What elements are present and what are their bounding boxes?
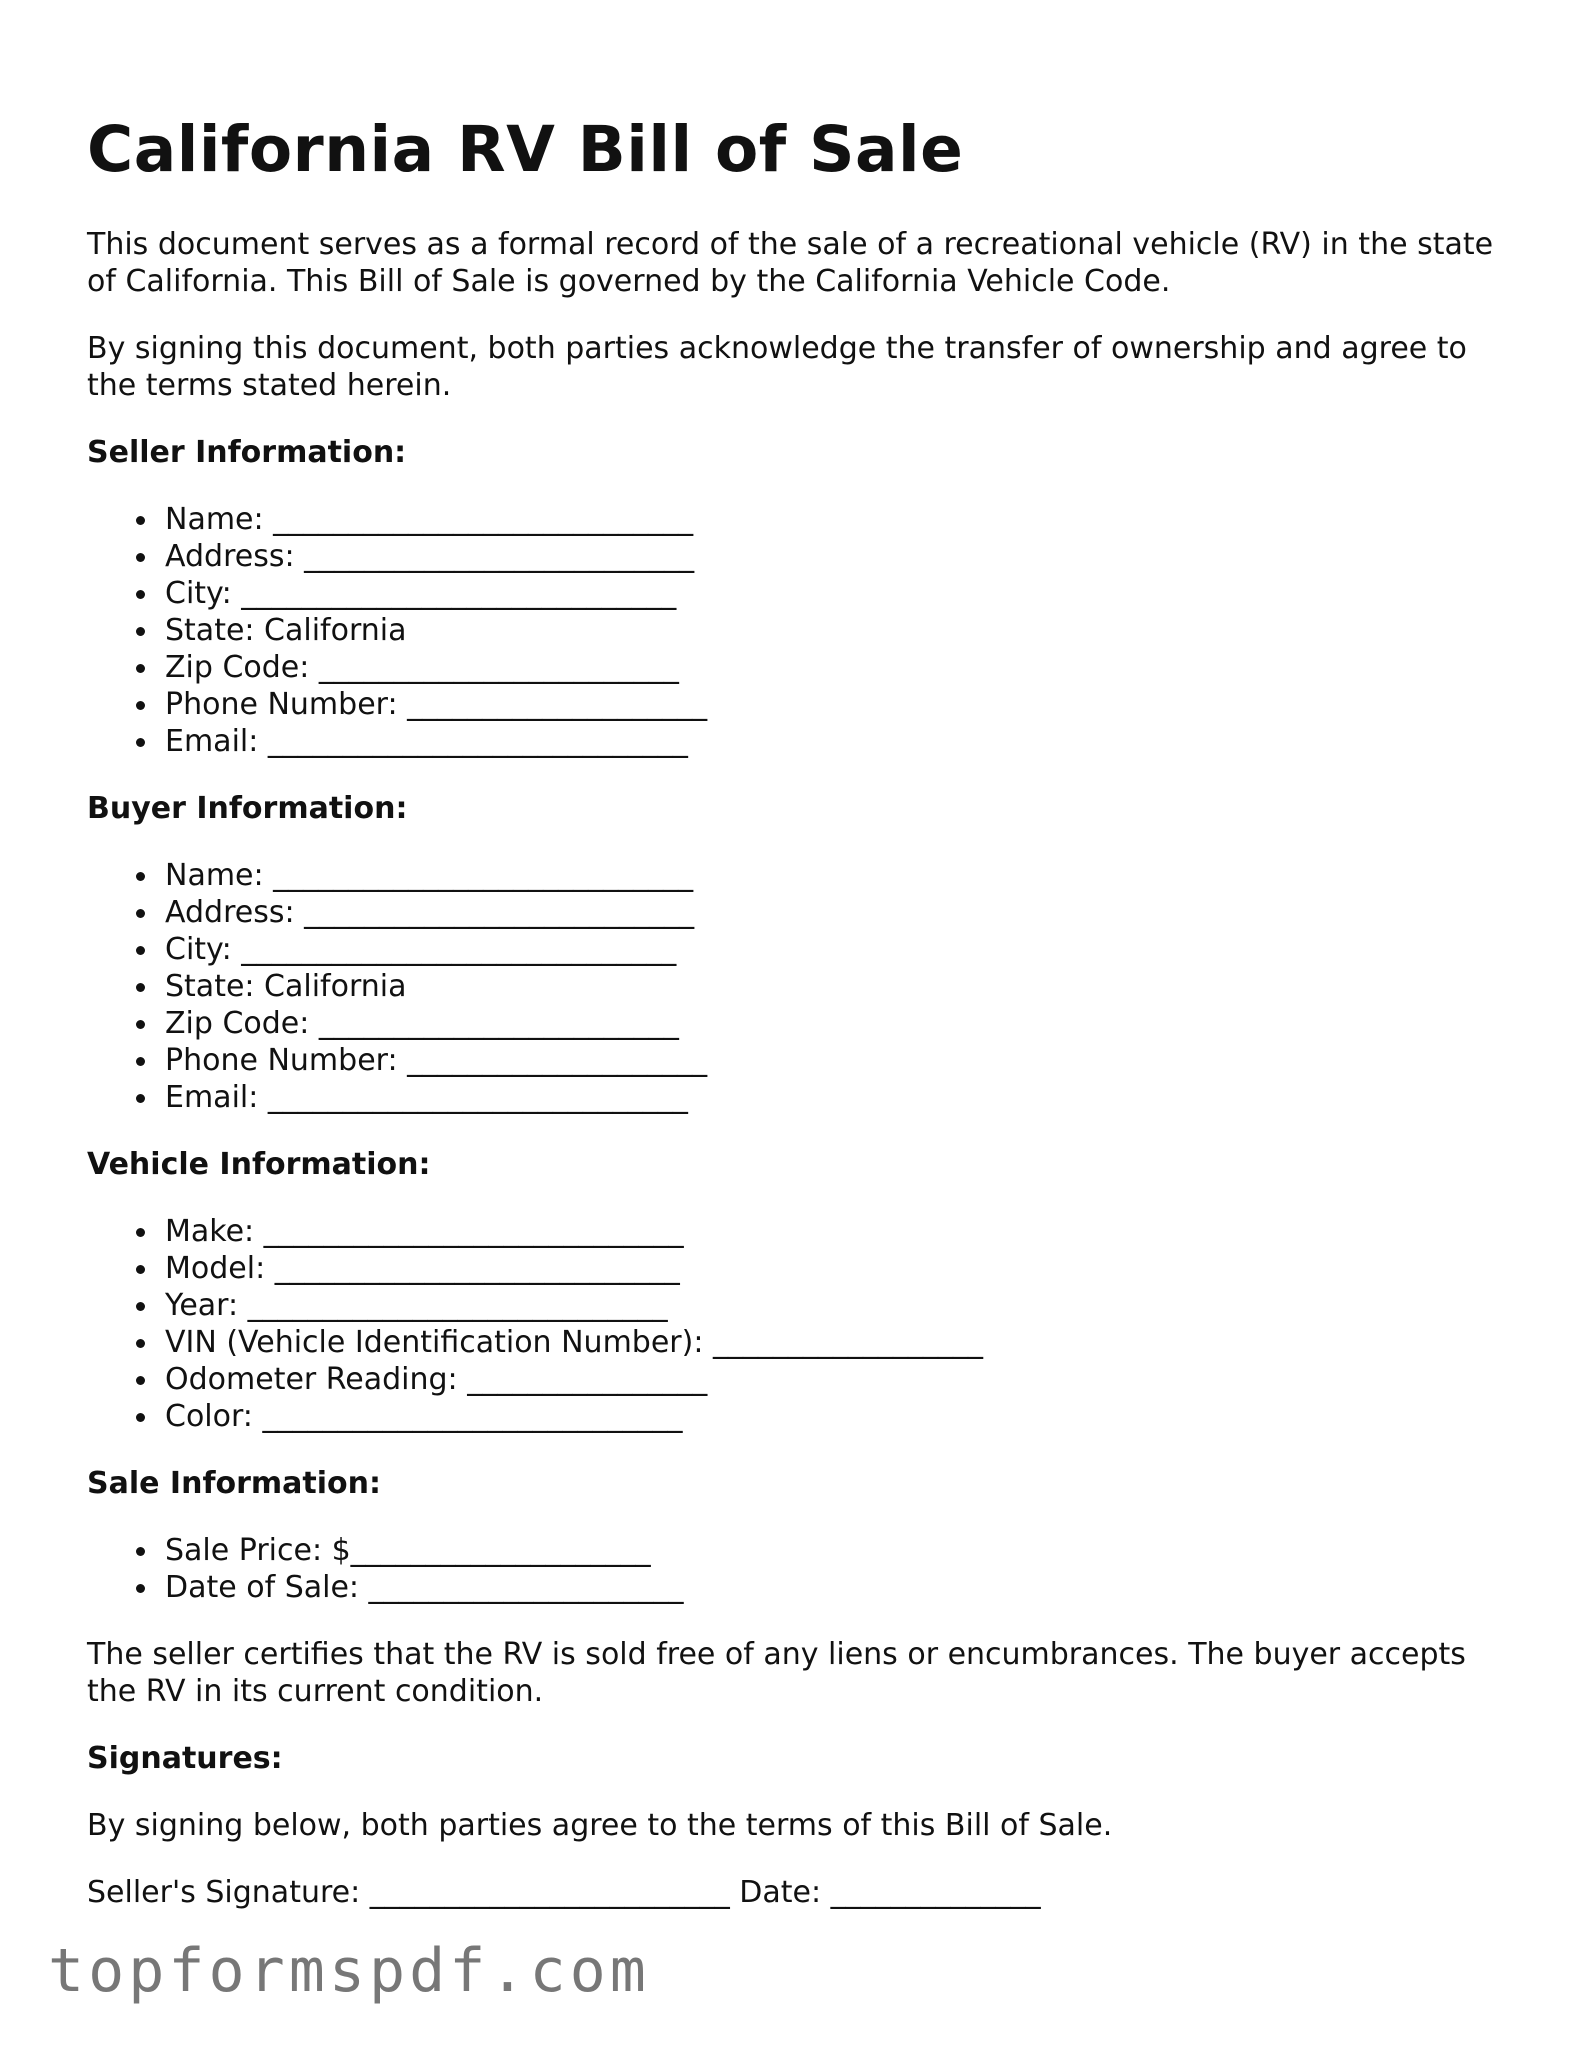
vehicle-model-field: Model: ___________________________ [165, 1250, 1507, 1287]
sale-section-heading: Sale Information: [87, 1466, 381, 1501]
seller-state-field: State: California [165, 612, 1507, 649]
vehicle-year-field: Year: ____________________________ [165, 1287, 1507, 1324]
signatures-statement: By signing below, both parties agree to the terms of this Bill of Sale. [87, 1808, 1113, 1843]
vehicle-color-field: Color: ____________________________ [165, 1398, 1507, 1435]
vehicle-section-heading: Vehicle Information: [87, 1147, 431, 1182]
document-page [87, 112, 1507, 1911]
vehicle-field-list [87, 1213, 1507, 1435]
buyer-city-field: City: _____________________________ [165, 931, 1507, 968]
vehicle-make-field: Make: ____________________________ [165, 1213, 1507, 1250]
buyer-email-field: Email: ____________________________ [165, 1079, 1507, 1116]
vehicle-vin-field: VIN (Vehicle Identification Number): __________________ [165, 1324, 1507, 1361]
buyer-zip-field: Zip Code: ________________________ [165, 1005, 1507, 1042]
sale-price-field: Sale Price: $____________________ [165, 1532, 1507, 1569]
certification-paragraph: The seller certifies that the RV is sold free of any liens or encumbrances. The buyer accepts the RV in its current condition. [87, 1637, 1466, 1709]
document-title: California RV Bill of Sale [87, 113, 964, 186]
vehicle-odometer-field: Odometer Reading: ________________ [165, 1361, 1507, 1398]
sale-date-field: Date of Sale: _____________________ [165, 1569, 1507, 1606]
signatures-section-heading: Signatures: [87, 1741, 283, 1776]
seller-name-field: Name: ____________________________ [165, 501, 1507, 538]
buyer-state-field: State: California [165, 968, 1507, 1005]
sale-field-list [87, 1532, 1507, 1606]
seller-field-list [87, 501, 1507, 760]
intro-paragraph: This document serves as a formal record of the sale of a recreational vehicle (RV) in the state of California. This Bill of Sale is governed by the California Vehicle Code. [87, 227, 1494, 299]
buyer-section-heading: Buyer Information: [87, 791, 408, 826]
watermark-text: topformspdf.com [48, 1936, 650, 2006]
seller-address-field: Address: __________________________ [165, 538, 1507, 575]
acknowledgement-paragraph: By signing this document, both parties acknowledge the transfer of ownership and agree to the terms stated herein. [87, 331, 1467, 403]
buyer-phone-field: Phone Number: ____________________ [165, 1042, 1507, 1079]
seller-email-field: Email: ____________________________ [165, 723, 1507, 760]
seller-zip-field: Zip Code: ________________________ [165, 649, 1507, 686]
seller-city-field: City: _____________________________ [165, 575, 1507, 612]
seller-signature-line: Seller's Signature: ________________________ Date: ______________ [87, 1875, 1041, 1910]
seller-phone-field: Phone Number: ____________________ [165, 686, 1507, 723]
buyer-field-list [87, 857, 1507, 1116]
buyer-name-field: Name: ____________________________ [165, 857, 1507, 894]
seller-section-heading: Seller Information: [87, 435, 407, 470]
buyer-address-field: Address: __________________________ [165, 894, 1507, 931]
